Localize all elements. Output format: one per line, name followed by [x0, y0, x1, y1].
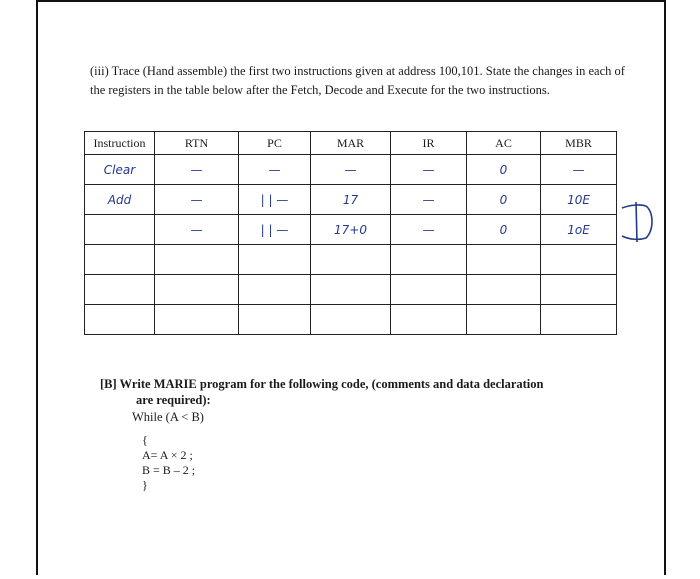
cell-mbr — [541, 275, 617, 305]
cell-rtn: — — [155, 155, 239, 185]
cell-ir: — — [391, 215, 467, 245]
cell-mbr — [541, 305, 617, 335]
part-b-section — [100, 376, 630, 493]
trace-table — [84, 131, 617, 335]
while-line: While (A < B) — [132, 410, 204, 424]
table-row — [85, 245, 617, 275]
cell-rtn — [155, 305, 239, 335]
handwritten-bracket-mark — [620, 196, 660, 246]
cell-mar: 17 — [311, 185, 391, 215]
cell-rtn — [155, 245, 239, 275]
cell-pc: | | — — [239, 215, 311, 245]
cell-rtn: — — [155, 185, 239, 215]
cell-ac — [467, 245, 541, 275]
cell-ac: 0 — [467, 185, 541, 215]
cell-ac — [467, 305, 541, 335]
cell-mbr: 1oE — [541, 215, 617, 245]
cell-instruction: Add — [85, 185, 155, 215]
cell-ac: 0 — [467, 215, 541, 245]
cell-ir: — — [391, 155, 467, 185]
cell-ac: 0 — [467, 155, 541, 185]
header-mbr: MBR — [541, 132, 617, 155]
table-row — [85, 305, 617, 335]
cell-instruction — [85, 245, 155, 275]
header-pc: PC — [239, 132, 311, 155]
header-mar: MAR — [311, 132, 391, 155]
cell-instruction — [85, 275, 155, 305]
question-iii-text: (iii) Trace (Hand assemble) the first two instructions given at address 100,101. State the changes in each of the registers in the table below after the Fetch, Decode and Execute for the two instructions. — [90, 64, 625, 97]
cell-pc — [239, 275, 311, 305]
cell-pc — [239, 245, 311, 275]
header-ac: AC — [467, 132, 541, 155]
cell-mbr: 10E — [541, 185, 617, 215]
cell-mar — [311, 275, 391, 305]
cell-ir — [391, 305, 467, 335]
cell-ir — [391, 275, 467, 305]
cell-ac — [467, 275, 541, 305]
cell-mbr: — — [541, 155, 617, 185]
code-block — [142, 433, 630, 493]
cell-rtn: — — [155, 215, 239, 245]
cell-mar: 17+0 — [311, 215, 391, 245]
part-b-title: [B] Write MARIE program for the following code, (comments and data declaration — [100, 377, 544, 391]
code-line-2: B = B – 2 ; — [142, 463, 196, 477]
header-instruction: Instruction — [85, 132, 155, 155]
cell-ir: — — [391, 185, 467, 215]
table-row — [85, 275, 617, 305]
cell-mar — [311, 245, 391, 275]
part-b-title-continued: are required): — [136, 393, 211, 407]
cell-rtn — [155, 275, 239, 305]
header-ir: IR — [391, 132, 467, 155]
code-line-1: A= A × 2 ; — [142, 448, 193, 462]
cell-ir — [391, 245, 467, 275]
cell-mar — [311, 305, 391, 335]
cell-pc: | | — — [239, 185, 311, 215]
cell-pc: — — [239, 155, 311, 185]
cell-pc — [239, 305, 311, 335]
open-brace: { — [142, 433, 148, 447]
table-header-row — [85, 132, 617, 155]
close-brace: } — [142, 478, 148, 492]
cell-mar: — — [311, 155, 391, 185]
table-row — [85, 185, 617, 215]
table-row — [85, 155, 617, 185]
header-rtn: RTN — [155, 132, 239, 155]
cell-mbr — [541, 245, 617, 275]
cell-instruction — [85, 215, 155, 245]
table-row — [85, 215, 617, 245]
cell-instruction — [85, 305, 155, 335]
cell-instruction: Clear — [85, 155, 155, 185]
